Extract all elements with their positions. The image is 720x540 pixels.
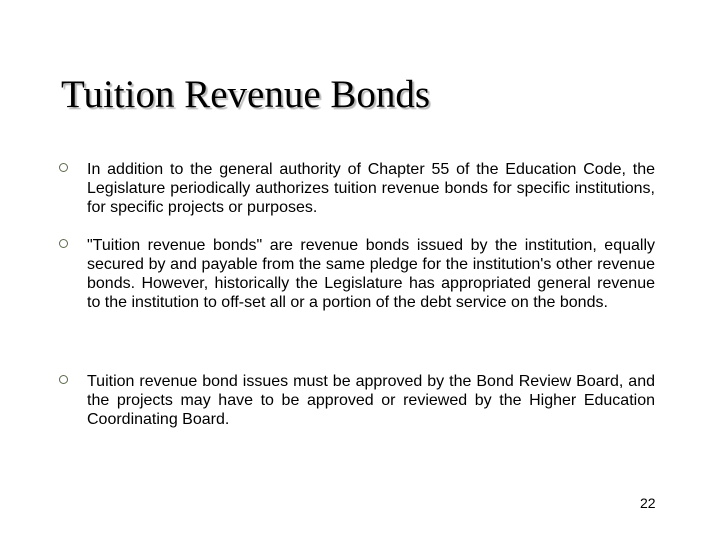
bullet-item: [56, 372, 656, 429]
bullet-item: [56, 236, 656, 312]
bullet-text: "Tuition revenue bonds" are revenue bonds issued by the institution, equally secured by and payable from the same pledge for the institution's other revenue bonds. However, historically the Legislature has appropriated general revenue to the institution to off-set all or a portion of the debt service on the bonds.: [87, 237, 655, 311]
bullet-item: [56, 160, 656, 217]
bullet-text: In addition to the general authority of Chapter 55 of the Education Code, the Legislature periodically authorizes tuition revenue bonds for specific institutions, for specific projects or purposes.: [87, 161, 655, 216]
circle-bullet-icon: [56, 160, 87, 217]
bullet-text: Tuition revenue bond issues must be approved by the Bond Review Board, and the projects may have to be approved or reviewed by the Higher Education Coordinating Board.: [87, 373, 655, 428]
page-number: 22: [640, 495, 656, 511]
circle-bullet-icon: [56, 372, 87, 429]
slide-title: Tuition Revenue Bonds: [61, 73, 431, 116]
circle-bullet-icon: [56, 236, 87, 312]
